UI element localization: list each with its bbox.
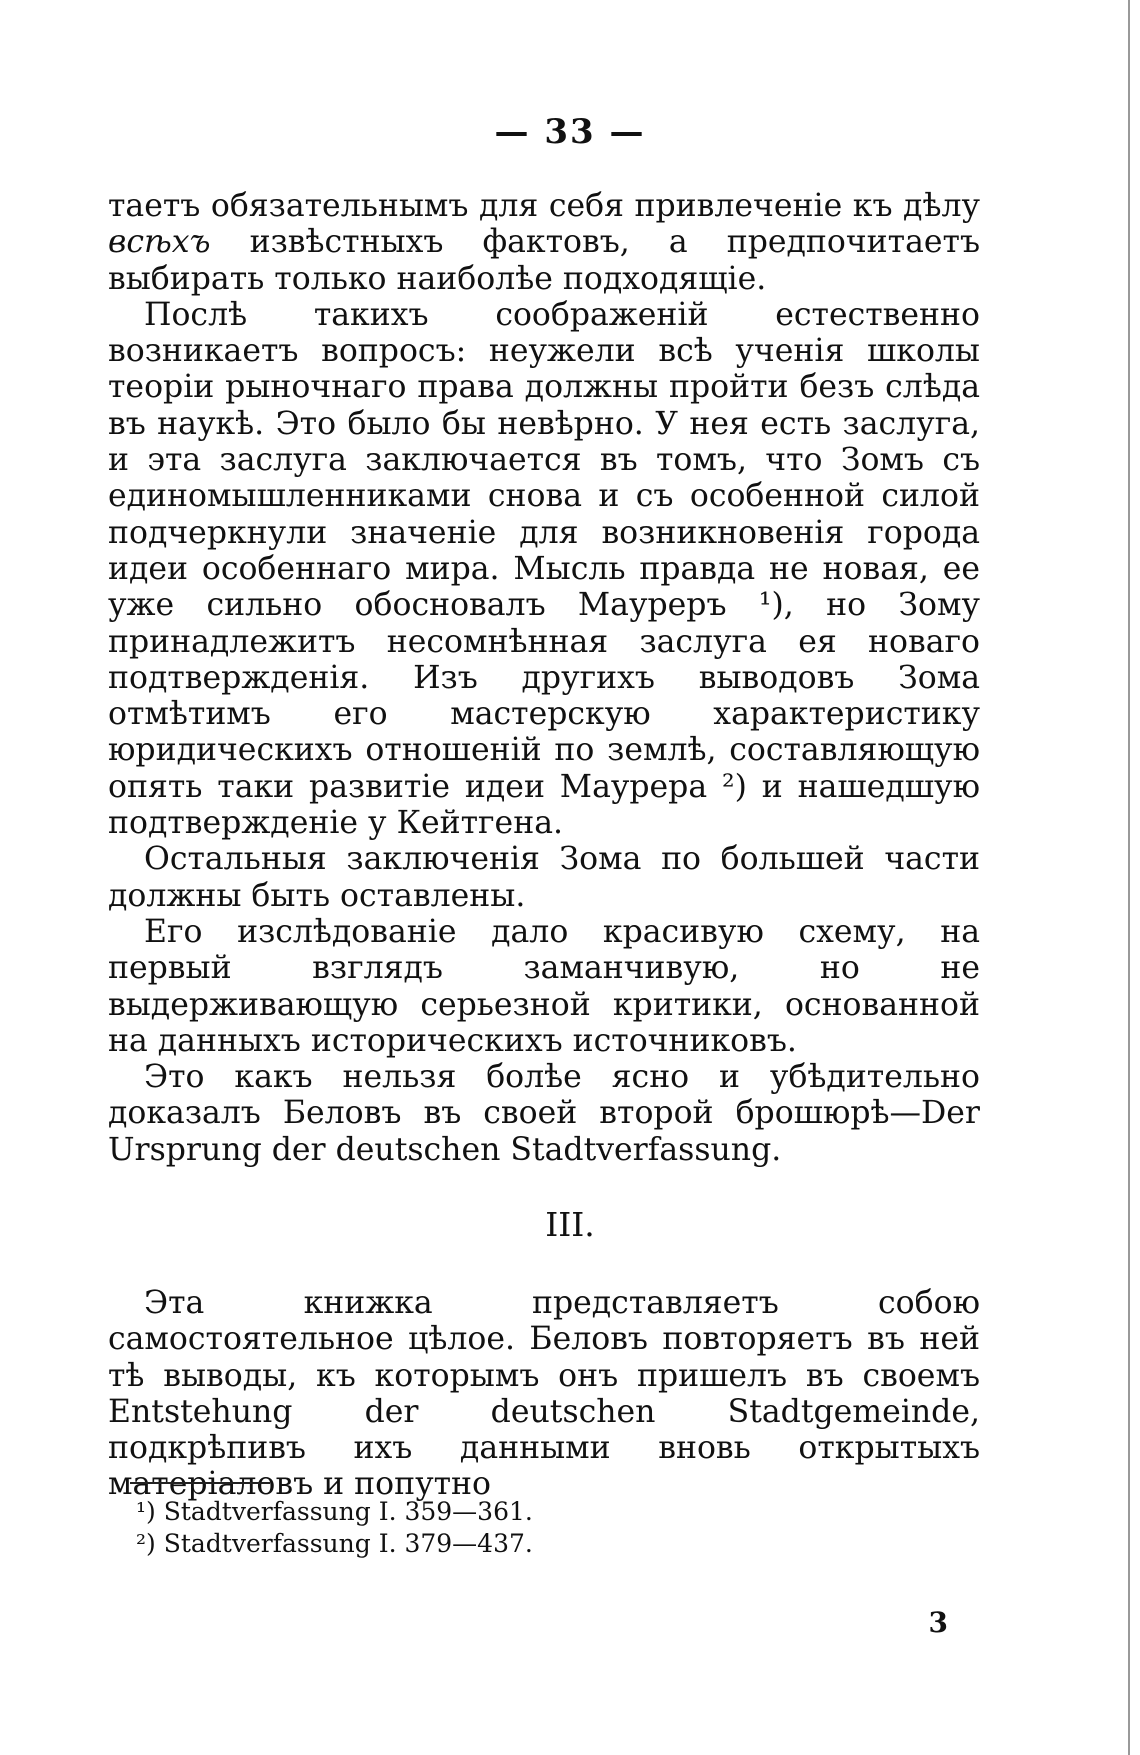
page-number: — 33 — <box>494 112 646 152</box>
footnote-rule <box>130 1482 270 1484</box>
section-title: III. <box>545 1205 595 1244</box>
footnote-2: ²) Stadtverfassung I. 379—437. <box>136 1529 533 1558</box>
paragraph-1 <box>108 188 980 297</box>
footnotes <box>136 1496 533 1560</box>
paragraph-5: Это какъ нельзя болѣе ясно и убѣдительно доказалъ Беловъ въ своей второй брошюрѣ—Der Ursprung der deutschen Stadtverfassung. <box>108 1059 980 1168</box>
p1-emphasis: всѣхъ <box>108 224 211 261</box>
section-text <box>108 1285 980 1503</box>
main-text <box>108 188 980 1168</box>
p1-start: таетъ обязательнымъ для себя привлеченіе къ дѣлу <box>108 188 980 224</box>
p1-end: извѣстныхъ фактовъ, а предпочитаетъ выбирать только наиболѣе подходящіе. <box>108 224 980 297</box>
paragraph-4: Его изслѣдованіе дало красивую схему, на первый взглядъ заманчивую, но не выдерживающую серьезной критики, основанной на данныхъ историческихъ источниковъ. <box>108 913 980 1059</box>
section-paragraph-1: Эта книжка представляетъ собою самостоятельное цѣлое. Беловъ повторяетъ въ ней тѣ выводы, къ которымъ онъ пришелъ въ своемъ Entstehung der deutschen Stadtgemeinde, подкрѣпивъ ихъ данными вновь открытыхъ матеріаловъ и попутно <box>108 1285 980 1503</box>
paragraph-3: Остальныя заключенія Зома по большей части должны быть оставлены. <box>108 841 980 914</box>
paragraph-2: Послѣ такихъ соображеній естественно возникаетъ вопросъ: неужели всѣ ученія школы теоріи рыночнаго права должны пройти безъ слѣда въ наукѣ. Это было бы невѣрно. У нея есть заслуга, и эта заслуга заключается въ томъ, что Зомъ съ единомышленниками снова и съ особенной силой подчеркнули значеніе для возникновенія города идеи особеннаго мира. Мысль правда не новая, ее уже сильно обосновалъ Мауреръ ¹), но Зому принадлежитъ несомнѣнная заслуга ея новаго подтвержденія. Изъ другихъ выводовъ Зома отмѣтимъ его мастерскую характеристику юридическихъ отношеній по землѣ, составляющую опять таки развитіе идеи Маурера ²) и нашедшую подтвержденіе у Кейтгена. <box>108 296 980 842</box>
signature-mark: 3 <box>928 1606 948 1639</box>
footnote-1: ¹) Stadtverfassung I. 359—361. <box>136 1497 533 1526</box>
page-edge-line <box>1128 0 1130 1755</box>
